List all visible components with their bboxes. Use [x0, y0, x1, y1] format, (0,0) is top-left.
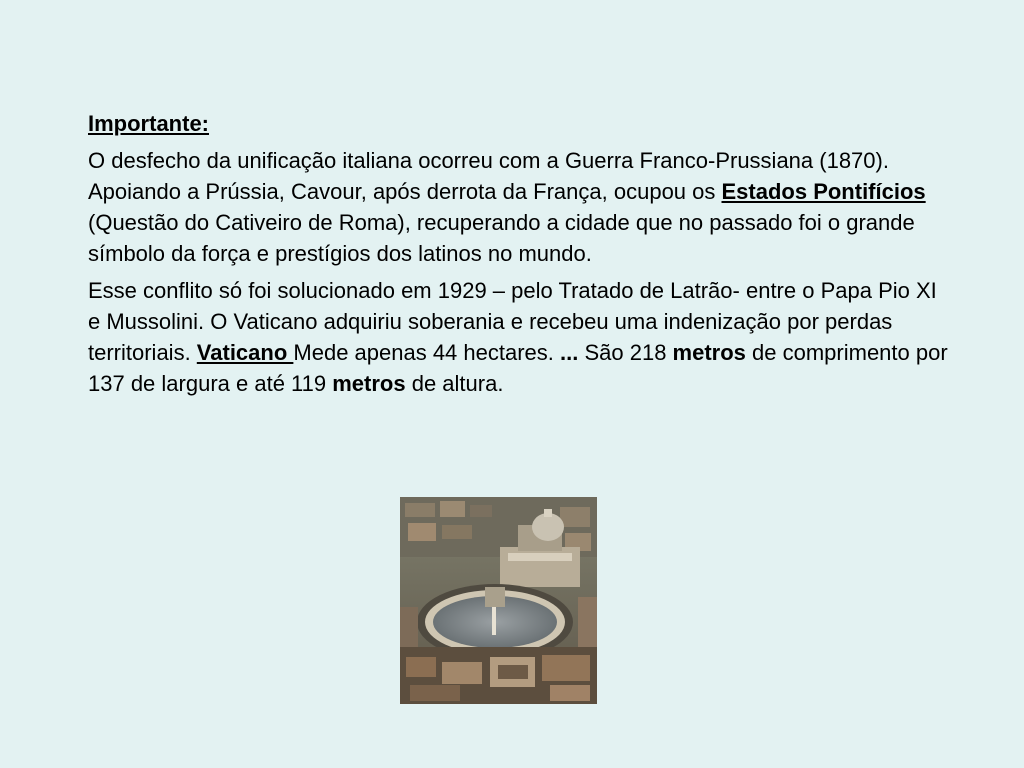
- paragraph-vaticano: [88, 275, 948, 399]
- metros-bold-2: metros: [332, 371, 406, 396]
- vatican-aerial-photo-icon: [400, 497, 597, 704]
- metros-bold-1: metros: [672, 340, 746, 365]
- vaticano-link[interactable]: Vaticano: [196, 340, 294, 365]
- estados-pontificios-link[interactable]: Estados Pontifícios: [721, 179, 926, 204]
- paragraph1-text-1: O desfecho da unificação italiana ocorreu com a Guerra Franco-Prussiana (1870). Apoiando a Prússia, Cavour, após derrota da França, ocupou os: [88, 148, 889, 204]
- text-block: [88, 108, 948, 405]
- paragraph2-text-1: Esse conflito só foi solucionado em 1929 – pelo Tratado de Latrão- entre o Papa Pio XI e Mussolini. O Vaticano adquiriu soberania e recebeu uma indenização por perdas territoriais.: [88, 278, 937, 365]
- paragraph2-text-5: de altura.: [405, 371, 504, 396]
- paragraph2-text-2: Mede apenas 44 hectares.: [293, 340, 561, 365]
- paragraph1-text-2: (Questão do Cativeiro de Roma), recuperando a cidade que no passado foi o grande símbolo da força e prestígios dos latinos no mundo.: [88, 210, 915, 266]
- ellipsis-text: ...: [560, 340, 579, 365]
- heading-importante: Importante:: [88, 111, 209, 136]
- paragraph2-text-4: de comprimento por 137 de largura e até 119: [88, 340, 948, 396]
- paragraph2-text-3: São 218: [578, 340, 673, 365]
- paragraph-unificacao: [88, 145, 948, 269]
